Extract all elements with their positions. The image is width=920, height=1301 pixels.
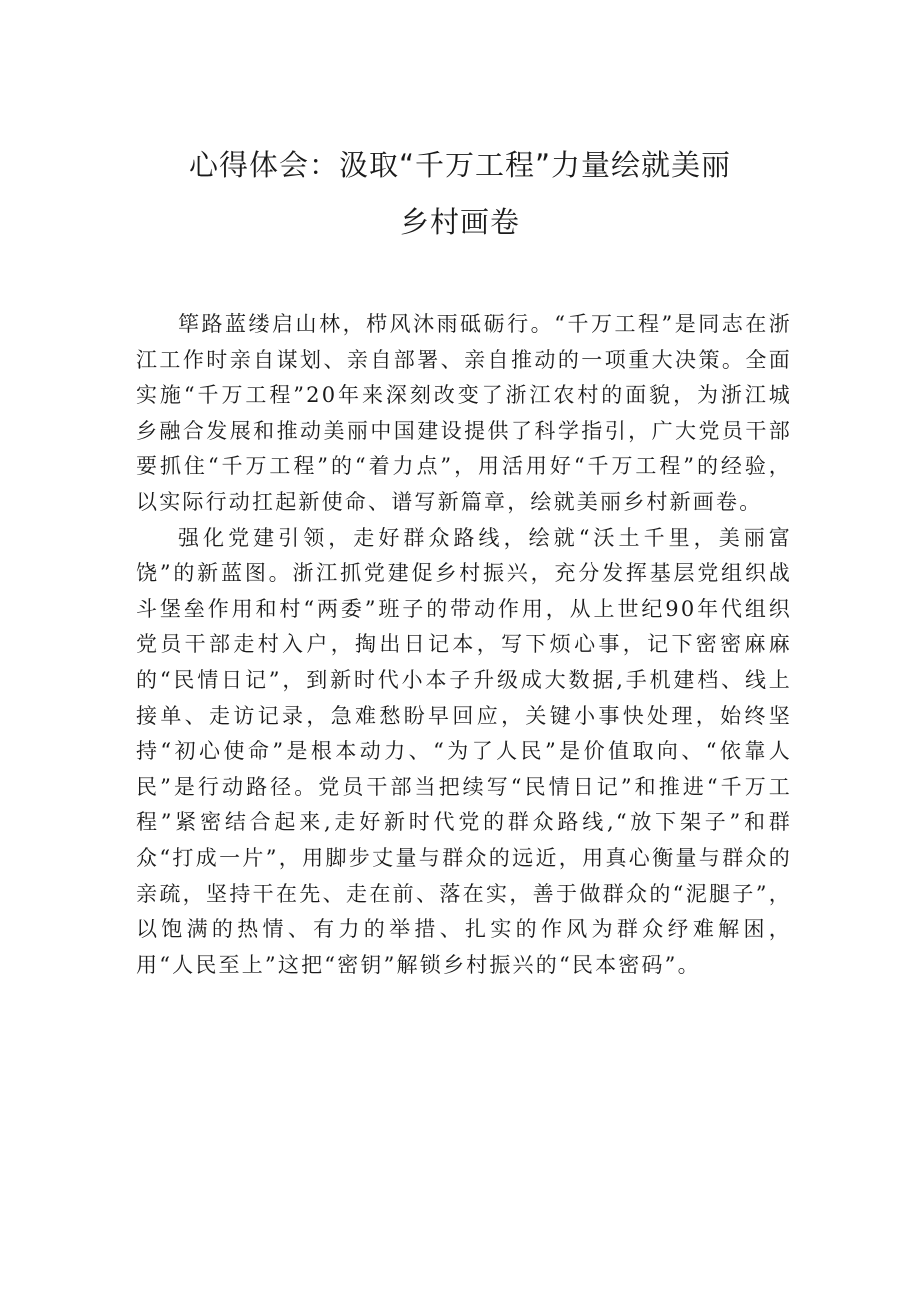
document-body [136,307,792,983]
document-title-line-1: 心得体会：汲取“千万工程”力量绘就美丽 [188,148,732,182]
body-paragraph-1: 筚路蓝缕启山林，栉风沐雨砥砺行。“千万工程”是同志在浙江工作时亲自谋划、亲自部署、亲自推动的一项重大决策。全面实施“千万工程”20年来深刻改变了浙江农村的面貌，为浙江城乡融合发展和推动美丽中国建设提供了科学指引，广大党员干部要抓住“千万工程”的“着力点”，用活用好“千万工程”的经验，以实际行动扛起新使命、谱写新篇章，绘就美丽乡村新画卷。 [136,312,792,514]
document-title-line-2: 乡村画卷 [399,205,520,239]
body-paragraph-2: 强化党建引领，走好群众路线，绘就“沃土千里，美丽富饶”的新蓝图。浙江抓党建促乡村振兴，充分发挥基层党组织战斗堡垒作用和村“两委”班子的带动作用，从上世纪90年代组织党员干部走村入户，掏出日记本，写下烦心事，记下密密麻麻的“民情日记”，到新时代小本子升级成大数据,手机建档、线上接单、走访记录，急难愁盼早回应，关键小事快处理，始终坚持“初心使命”是根本动力、“为了人民”是价值取向、“依靠人民”是行动路径。党员干部当把续写“民情日记”和推进“千万工程”紧密结合起来,走好新时代党的群众路线,“放下架子”和群众“打成一片”，用脚步丈量与群众的远近，用真心衡量与群众的亲疏，坚持干在先、走在前、落在实，善于做群众的“泥腿子”，以饱满的热情、有力的举措、扎实的作风为群众纾难解困，用“人民至上”这把“密钥”解锁乡村振兴的“民本密码”。 [136,525,792,977]
